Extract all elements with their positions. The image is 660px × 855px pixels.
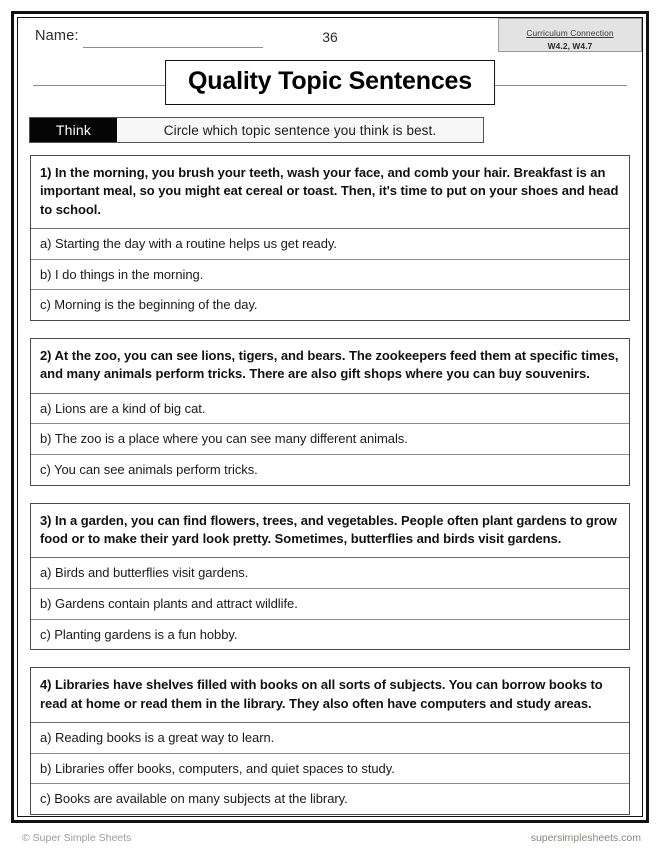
answer-option-c[interactable]: c) Morning is the beginning of the day.	[40, 297, 258, 313]
answer-option-b[interactable]: b) I do things in the morning.	[31, 260, 629, 291]
answer-option-c[interactable]: c) Books are available on many subjects at the library.	[40, 791, 348, 807]
answer-option-a[interactable]: a) Reading books is a great way to learn.	[31, 723, 629, 754]
worksheet-header	[18, 18, 642, 58]
footer-website: supersimplesheets.com	[530, 832, 641, 844]
worksheet-page-inner	[17, 17, 643, 817]
activity-type-tag: Think	[30, 118, 117, 142]
page-title: Quality Topic Sentences	[188, 67, 472, 95]
curriculum-connection-codes: W4.2, W4.7	[547, 41, 593, 51]
question-block	[30, 155, 630, 321]
curriculum-connection-title: Curriculum Connection	[526, 28, 614, 38]
question-block	[30, 338, 630, 486]
question-prompt: 3) In a garden, you can find flowers, trees, and vegetables. People often plant gardens to grow food or to make their yard look pretty. Sometimes, butterflies and birds visit gardens.	[31, 504, 629, 559]
curriculum-connection-box	[498, 18, 642, 52]
answer-option-a[interactable]: a) Birds and butterflies visit gardens.	[31, 558, 629, 589]
worksheet-footer	[11, 832, 649, 850]
question-prompt: 2) At the zoo, you can see lions, tigers, and bears. The zookeepers feed them at specific times, and many animals perform tricks. There are also gift shops where you can buy souvenirs.	[31, 339, 629, 394]
answer-option-b[interactable]: b) The zoo is a place where you can see many different animals.	[31, 424, 629, 455]
name-label: Name:	[35, 28, 79, 44]
answer-option-c[interactable]: c) You can see animals perform tricks.	[40, 462, 258, 477]
question-block	[30, 503, 630, 651]
activity-instruction-bar	[29, 117, 484, 143]
questions-list	[30, 155, 630, 815]
title-band	[18, 60, 642, 110]
answer-option-b[interactable]: b) Gardens contain plants and attract wildlife.	[31, 589, 629, 620]
answer-option-a[interactable]: a) Starting the day with a routine helps us get ready.	[31, 229, 629, 260]
name-write-line[interactable]	[83, 47, 263, 48]
answer-option-a[interactable]: a) Lions are a kind of big cat.	[31, 394, 629, 425]
title-box	[165, 60, 495, 105]
answer-option-b[interactable]: b) Libraries offer books, computers, and quiet spaces to study.	[31, 754, 629, 785]
answer-option-c[interactable]: c) Planting gardens is a fun hobby.	[40, 626, 238, 642]
worksheet-page	[11, 11, 649, 823]
question-prompt: 1) In the morning, you brush your teeth, wash your face, and comb your hair. Breakfast is an important meal, so you might eat cereal or toast. Then, it's time to put on your shoes and head to school.	[31, 156, 629, 229]
question-prompt: 4) Libraries have shelves filled with books on all sorts of subjects. You can borrow books to read at home or read them in the library. They also often have computers and study areas.	[31, 668, 629, 723]
footer-copyright: © Super Simple Sheets	[22, 832, 132, 844]
question-block	[30, 667, 630, 815]
activity-instruction-text: Circle which topic sentence you think is best.	[117, 118, 483, 142]
page-number: 36	[322, 29, 338, 45]
